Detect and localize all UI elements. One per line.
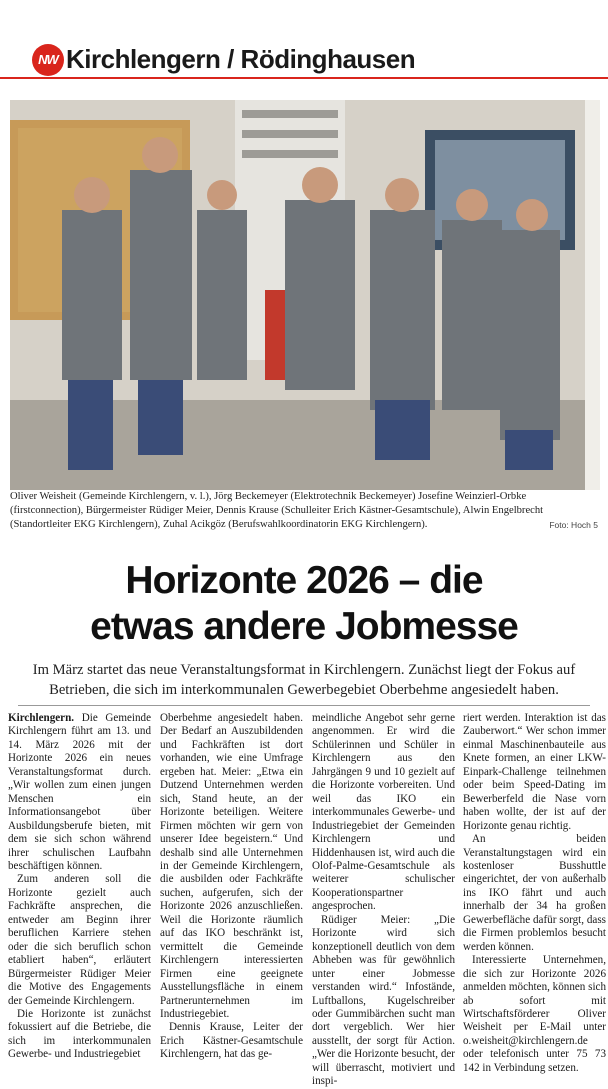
dateline: Kirchlengern. xyxy=(8,712,75,724)
header-rule xyxy=(0,77,608,79)
headline-line-2: etwas andere Jobmesse xyxy=(90,605,518,648)
group-photo xyxy=(10,100,600,490)
column-paragraph: Interessierte Unternehmen, die sich zur Horizonte 2026 anmelden möchten, können sich ab sofort mit Wirtschaftsförderer Oliver Weisheit per E-Mail unter o.weisheit@kirchlengern.de oder telefonisch unter 75 73 142 in Verbindung setzen. xyxy=(463,954,606,1074)
section-title: Kirchlengern / Rödinghausen xyxy=(66,44,416,74)
headline-line-1: Horizonte 2026 – die xyxy=(125,559,483,602)
article-column-3 xyxy=(312,712,455,1089)
lead-divider xyxy=(18,705,590,706)
lead-paragraph: Im März startet das neue Veranstaltungsformat in Kirchlengern. Zunächst liegt der Fokus auf Betrieben, die sich im interkommunalen Gewerbegebiet Oberbehme angesiedelt haben. xyxy=(32,662,576,698)
column-paragraph: Dennis Krause, Leiter der Erich Kästner-Gesamtschule Kirchlengern, hat das ge- xyxy=(160,1021,303,1061)
headline xyxy=(0,558,608,650)
photo-caption xyxy=(10,490,600,532)
photo-credit: Foto: Hoch 5 xyxy=(549,520,598,530)
article-column-4 xyxy=(463,712,606,1075)
column-paragraph: Die Horizonte ist zunächst fokussiert auf die Betriebe, die sich im interkommunalen Gewerbe- und Industriegebiet xyxy=(8,1007,151,1061)
article-column-1 xyxy=(8,712,151,1062)
column-paragraph: An beiden Veranstaltungstagen wird ein kostenloser Busshuttle eingerichtet, der von außerhalb ins IKO fährt und auch innerhalb der 34 ha großen Gewerbefläche dafür sorgt, dass die Firmen problemlos besucht werden können. xyxy=(463,833,606,953)
article-column-2 xyxy=(160,712,303,1062)
column-paragraph: Oberbehme angesiedelt haben. Der Bedarf an Auszubildenden und Fachkräften ist dort vorhanden, wie eine Umfrage ergeben hat. Meier: „Etwa ein Dutzend Unternehmen werden sich, Stand heute, an der Horizonte beteiligen. Weitere Firmen möchten wir gern von unserer Idee begeistern.“ Und deshalb sind alle Unternehmen in der Gemeinde Kirchlengern, die ausbilden oder Fachkräfte suchen, aufgerufen, sich der Horizonte 2026 anzuschließen. Weil die Horizonte räumlich auf das IKO beschränkt ist, vermittelt die Gemeinde Kirchlengern interessierten Firmen eine geeignete Ausstellungsfläche in einem Partnerunternehmen im Industriegebiet. xyxy=(160,712,303,1020)
caption-text: Oliver Weisheit (Gemeinde Kirchlengern, v. l.), Jörg Beckemeyer (Elektrotechnik Beckemeyer) Josefine Weinzierl-Orbke (firstconnection), Bürgermeister Rüdiger Meier, Dennis Krause (Schulleiter Erich Kästner-Gesamtschule), Alwin Engelbrecht (Standortleiter EKG Kirchlengern), Zuhal Acikgöz (Berufswahlkoordinatorin EKG Kirchlengern). xyxy=(10,491,544,530)
column-paragraph: Zum anderen soll die Horizonte gezielt auch Fachkräfte ansprechen, die entweder am Beginn ihrer beruflichen Karriere stehen oder die sich beruflich schon etabliert haben“, erläutert Bürgermeister Rüdiger Meier die Motive des Engagements der Gemeinde Kirchlengern. xyxy=(8,873,151,1007)
paragraph-text: Die Gemeinde Kirchlengern führt am 13. und 14. März 2026 mit der Horizonte 2026 ein neues Veranstaltungsformat durch. „Wir wollen zum einen jungen Menschen ein Informationsangebot über Ausbildungsberufe bieten, mit dem sie sich schon während ihrer schulischen Laufbahn beschäftigen können. xyxy=(8,712,151,872)
column-paragraph: meindliche Angebot sehr gerne angenommen. Er wird die Schülerinnen und Schüler in Kirchlengern aus den Jahrgängen 9 und 10 gezielt auf die Horizonte vorbereiten. Und weil das IKO ein interkommunales Gewerbe- und Industriegebiet der Gemeinden Kirchlengern und Hiddenhausen ist, wird auch die Olof-Palme-Gesamtschule als weiterer schulischer Kooperationspartner angesprochen. xyxy=(312,712,455,913)
page-header xyxy=(28,40,588,80)
group-photo-illustration xyxy=(10,100,600,490)
column-paragraph: Rüdiger Meier: „Die Horizonte wird sich konzeptionell deutlich von dem Abheben was für gewöhnlich unter einer Jobmesse verstanden wird.“ Infostände, Luftballons, Kugelschreiber oder Gummibärchen sucht man dort vergeblich. Wer hier ausstellt, der sorgt für Action. „Wer die Horizonte besucht, der will überrascht, motiviert und inspi- xyxy=(312,913,455,1088)
column-paragraph: riert werden. Interaktion ist das Zauberwort.“ Wer schon immer einmal Maschinenbauteile aus Knete formen, an einer LKW-Einpark-Challenge teilnehmen oder beim Speed-Dating im Bewerberfeld die Nase vorn haben wollte, der ist auf der Horizonte genau richtig. xyxy=(463,712,606,832)
nw-logo-icon: NW xyxy=(32,44,64,76)
column-paragraph xyxy=(8,712,151,873)
